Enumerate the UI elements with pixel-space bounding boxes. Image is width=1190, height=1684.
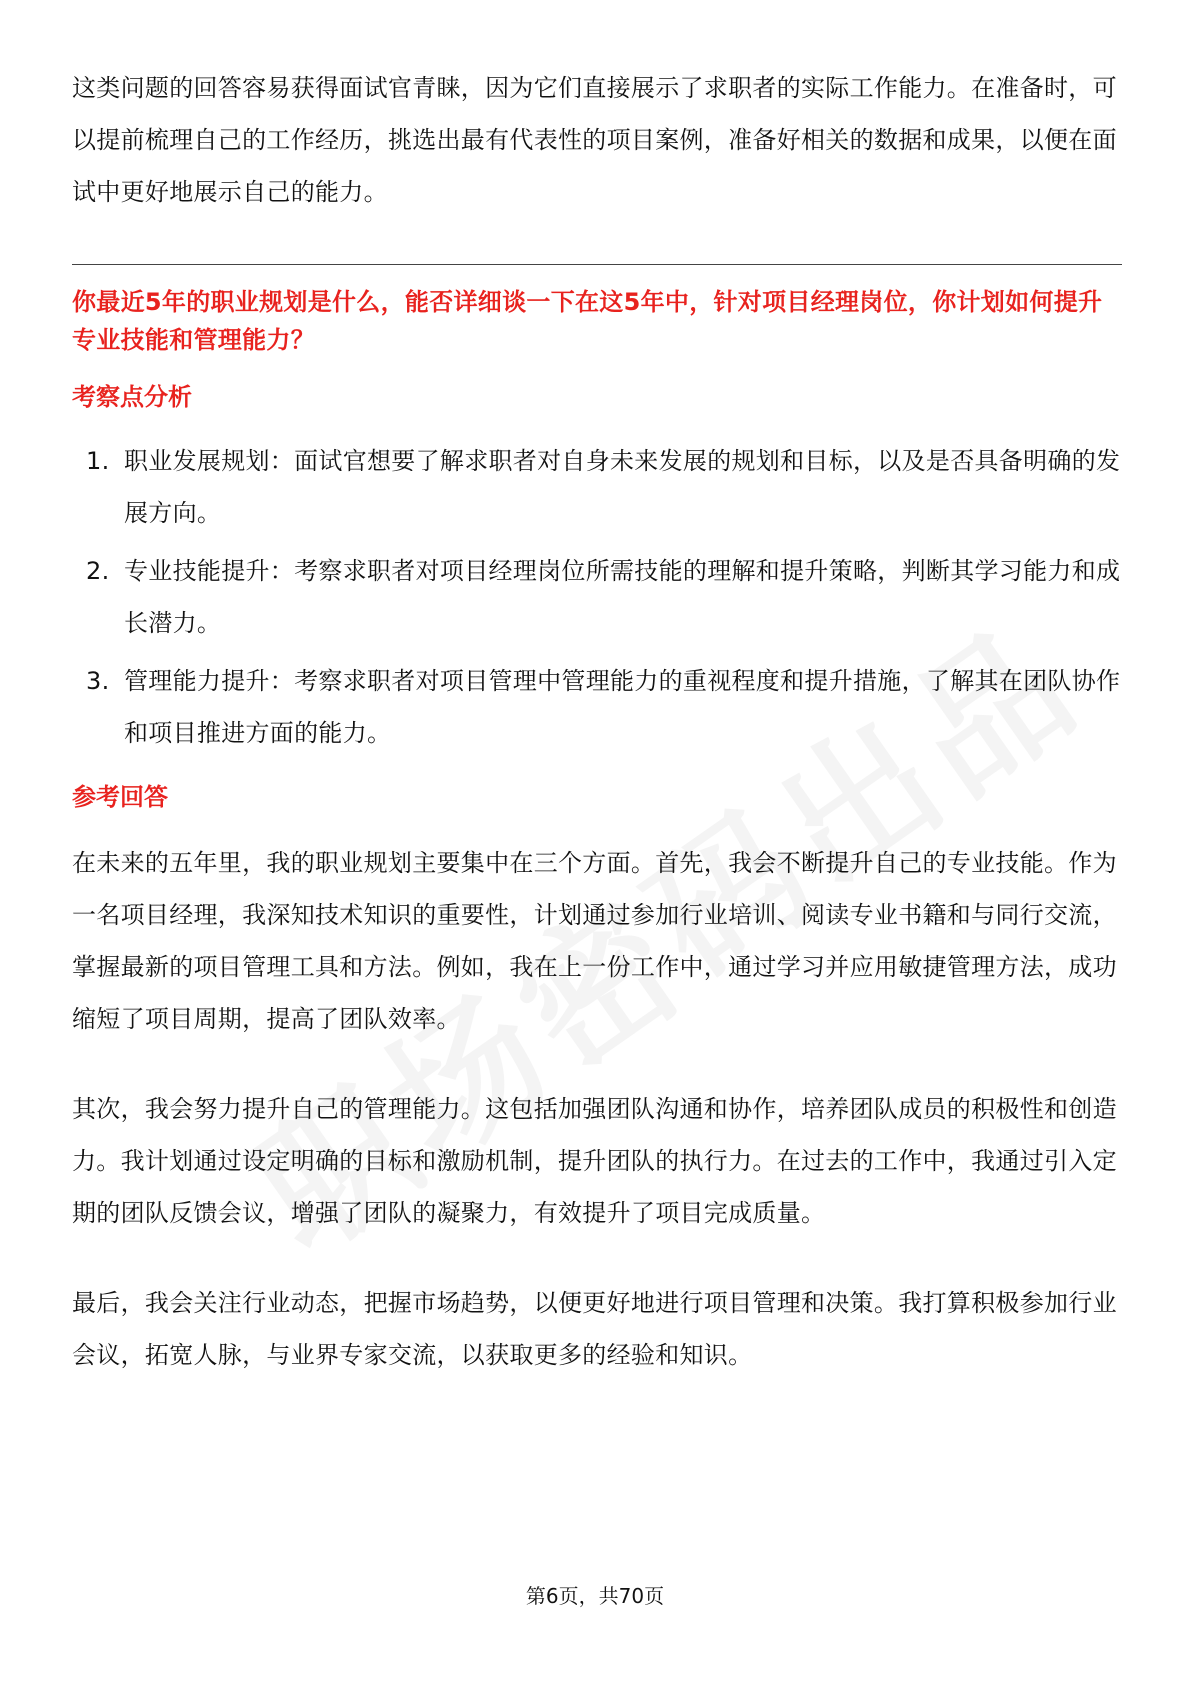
list-number: 1. bbox=[86, 447, 110, 475]
answer-body bbox=[72, 837, 1122, 1381]
analysis-list bbox=[72, 435, 1122, 759]
answer-paragraph: 在未来的五年里，我的职业规划主要集中在三个方面。首先，我会不断提升自己的专业技能。作为一名项目经理，我深知技术知识的重要性，计划通过参加行业培训、阅读专业书籍和与同行交流，掌握最新的项目管理工具和方法。例如，我在上一份工作中，通过学习并应用敏捷管理方法，成功缩短了项目周期，提高了团队效率。 bbox=[72, 849, 1117, 1033]
list-item-text: 职业发展规划：面试官想要了解求职者对自身未来发展的规划和目标，以及是否具备明确的发展方向。 bbox=[124, 447, 1121, 527]
interview-question: 你最近5年的职业规划是什么，能否详细谈一下在这5年中，针对项目经理岗位，你计划如何提升专业技能和管理能力？ bbox=[72, 288, 1103, 354]
list-number: 3. bbox=[86, 667, 110, 695]
page-number: 第6页，共70页 bbox=[525, 1584, 665, 1608]
list-item bbox=[72, 545, 1122, 649]
answer-paragraph: 最后，我会关注行业动态，把握市场趋势，以便更好地进行项目管理和决策。我打算积极参加行业会议，拓宽人脉，与业界专家交流，以获取更多的经验和知识。 bbox=[72, 1289, 1117, 1369]
list-item bbox=[72, 655, 1122, 759]
answer-paragraph: 其次，我会努力提升自己的管理能力。这包括加强团队沟通和协作，培养团队成员的积极性和创造力。我计划通过设定明确的目标和激励机制，提升团队的执行力。在过去的工作中，我通过引入定期的团队反馈会议，增强了团队的凝聚力，有效提升了项目完成质量。 bbox=[72, 1095, 1117, 1227]
answer-heading: 参考回答 bbox=[72, 783, 168, 811]
list-item bbox=[72, 435, 1122, 539]
list-item-text: 管理能力提升：考察求职者对项目管理中管理能力的重视程度和提升措施，了解其在团队协作和项目推进方面的能力。 bbox=[124, 667, 1121, 747]
intro-paragraph: 这类问题的回答容易获得面试官青睐，因为它们直接展示了求职者的实际工作能力。在准备时，可以提前梳理自己的工作经历，挑选出最有代表性的项目案例，准备好相关的数据和成果，以便在面试中更好地展示自己的能力。 bbox=[72, 74, 1117, 206]
document-page bbox=[72, 56, 1122, 1419]
list-number: 2. bbox=[86, 557, 110, 585]
section-divider bbox=[72, 264, 1122, 265]
list-item-text: 专业技能提升：考察求职者对项目经理岗位所需技能的理解和提升策略，判断其学习能力和成长潜力。 bbox=[124, 557, 1121, 637]
analysis-heading: 考察点分析 bbox=[72, 383, 192, 411]
